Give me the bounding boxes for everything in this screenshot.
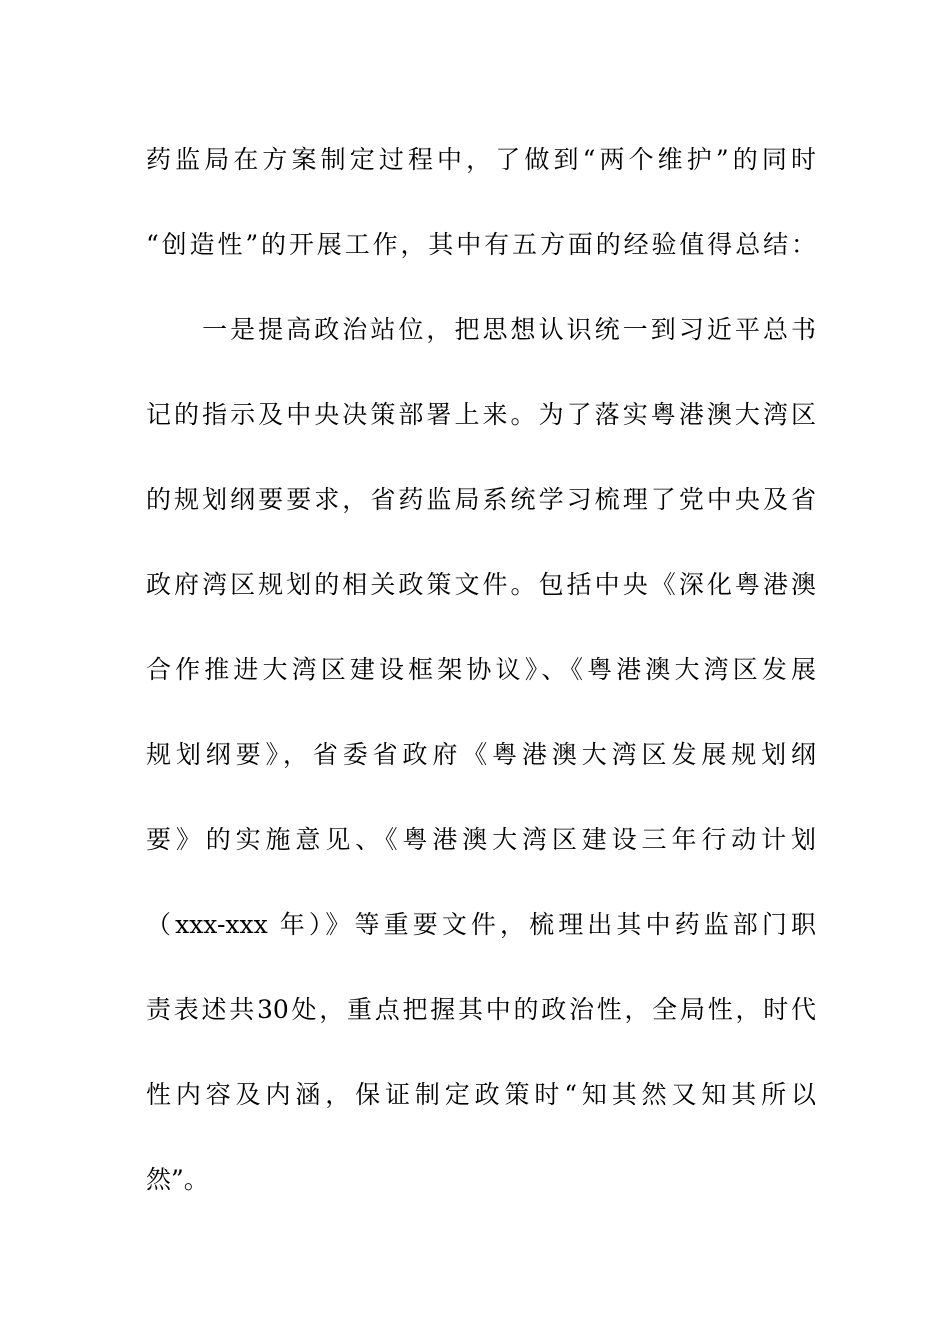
- text-line: 合作推进大湾区建设框架协议》、《粤港澳大湾区发展: [146, 655, 816, 684]
- text-line: 政府湾区规划的相关政策文件。包括中央《深化粤港澳: [146, 570, 816, 599]
- text-line: “创造性”的开展工作，其中有五方面的经验值得总结：: [146, 230, 816, 259]
- text-line: 规划纲要》，省委省政府《粤港澳大湾区发展规划纲: [146, 740, 816, 769]
- text-line: 然”。: [146, 1165, 209, 1194]
- text-line: 记的指示及中央决策部署上来。为了落实粤港澳大湾区: [146, 400, 816, 429]
- text-line: （xxx-xxx 年）》等重要文件，梳理出其中药监部门职: [146, 910, 816, 939]
- text-line: 药监局在方案制定过程中，了做到“两个维护”的同时: [146, 145, 816, 174]
- text-line: 要》的实施意见、《粤港澳大湾区建设三年行动计划: [146, 825, 816, 854]
- body-text: [146, 134, 816, 1239]
- text-line: 性内容及内涵，保证制定政策时“知其然又知其所以: [146, 1080, 816, 1109]
- text-line: 的规划纲要要求，省药监局系统学习梳理了党中央及省: [146, 485, 816, 514]
- text-line: 一是提高政治站位，把思想认识统一到习近平总书: [146, 315, 816, 344]
- text-line: 责表述共30处，重点把握其中的政治性，全局性，时代: [146, 995, 816, 1024]
